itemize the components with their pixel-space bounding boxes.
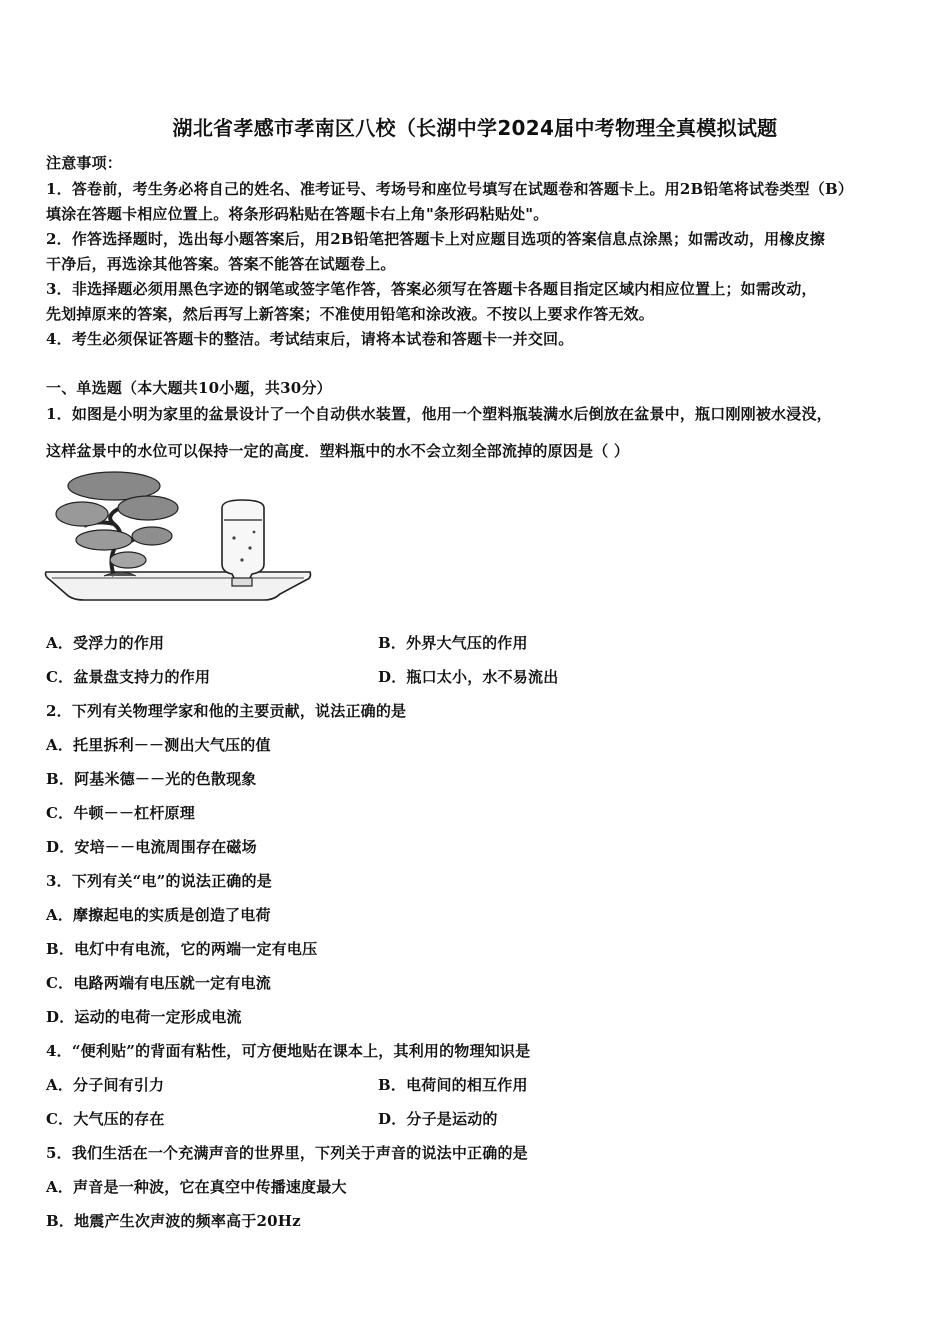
q2-option-b: B．阿基米德－－光的色散现象: [46, 770, 257, 788]
notice-heading: 注意事项：: [46, 154, 123, 172]
page-title: 湖北省孝感市孝南区八校（长湖中学2024届中考物理全真模拟试题: [172, 116, 778, 140]
q1-option-c: C．盆景盘支持力的作用: [46, 668, 211, 686]
q1-stem-line-2: 这样盆景中的水位可以保持一定的高度．塑料瓶中的水不会立刻全部流掉的原因是（ ）: [46, 442, 630, 460]
q2-option-c: C．牛顿－－杠杆原理: [46, 804, 195, 822]
bonsai-illustration: [44, 468, 314, 608]
q1-option-b: B．外界大气压的作用: [378, 634, 528, 652]
notice-line-7: 4．考生必须保证答题卡的整洁。考试结束后，请将本试卷和答题卡一并交回。: [46, 330, 574, 348]
q5-stem: 5．我们生活在一个充满声音的世界里，下列关于声音的说法中正确的是: [46, 1144, 528, 1162]
q2-option-d: D．安培－－电流周围存在磁场: [46, 838, 257, 856]
notice-line-4: 干净后，再选涂其他答案。答案不能答在试题卷上。: [46, 255, 396, 273]
notice-line-5: 3．非选择题必须用黑色字迹的钢笔或签字笔作答，答案必须写在答题卡各题目指定区域内相应位置上；如需改动，: [46, 280, 817, 298]
q5-option-a: A．声音是一种波，它在真空中传播速度最大: [46, 1178, 347, 1196]
notice-line-3: 2．作答选择题时，选出每小题答案后，用2B铅笔把答题卡上对应题目选项的答案信息点涂黑；如需改动，用橡皮擦: [46, 230, 825, 248]
q1-stem-line-1: 1．如图是小明为家里的盆景设计了一个自动供水装置，他用一个塑料瓶装满水后倒放在盆景中，瓶口刚刚被水浸没，: [46, 405, 832, 423]
section-heading: 一、单选题（本大题共10小题，共30分）: [46, 379, 332, 397]
q3-option-d: D．运动的电荷一定形成电流: [46, 1008, 242, 1026]
q4-option-b: B．电荷间的相互作用: [378, 1076, 528, 1094]
q4-option-a: A．分子间有引力: [46, 1076, 165, 1094]
notice-line-6: 先划掉原来的答案，然后再写上新答案；不准使用铅笔和涂改液。不按以上要求作答无效。: [46, 305, 655, 323]
q1-option-a: A．受浮力的作用: [46, 634, 165, 652]
notice-line-1: 1．答卷前，考生务必将自己的姓名、准考证号、考场号和座位号填写在试题卷和答题卡上。用2B铅笔将试卷类型（B）: [46, 180, 854, 198]
q5-option-b: B．地震产生次声波的频率高于20Hz: [46, 1212, 301, 1230]
q3-option-b: B．电灯中有电流，它的两端一定有电压: [46, 940, 318, 958]
q1-option-d: D．瓶口太小，水不易流出: [378, 668, 559, 686]
bonsai-water-supply-figure: [44, 468, 314, 608]
q3-option-c: C．电路两端有电压就一定有电流: [46, 974, 271, 992]
q4-option-d: D．分子是运动的: [378, 1110, 498, 1128]
q3-stem: 3．下列有关“电”的说法正确的是: [46, 872, 272, 890]
q2-option-a: A．托里拆利－－测出大气压的值: [46, 736, 271, 754]
q3-option-a: A．摩擦起电的实质是创造了电荷: [46, 906, 271, 924]
notice-line-2: 填涂在答题卡相应位置上。将条形码粘贴在答题卡右上角"条形码粘贴处"。: [46, 205, 549, 223]
q4-stem: 4．“便利贴”的背面有粘性，可方便地贴在课本上，其利用的物理知识是: [46, 1042, 531, 1060]
q2-stem: 2．下列有关物理学家和他的主要贡献，说法正确的是: [46, 702, 407, 720]
q4-option-c: C．大气压的存在: [46, 1110, 165, 1128]
